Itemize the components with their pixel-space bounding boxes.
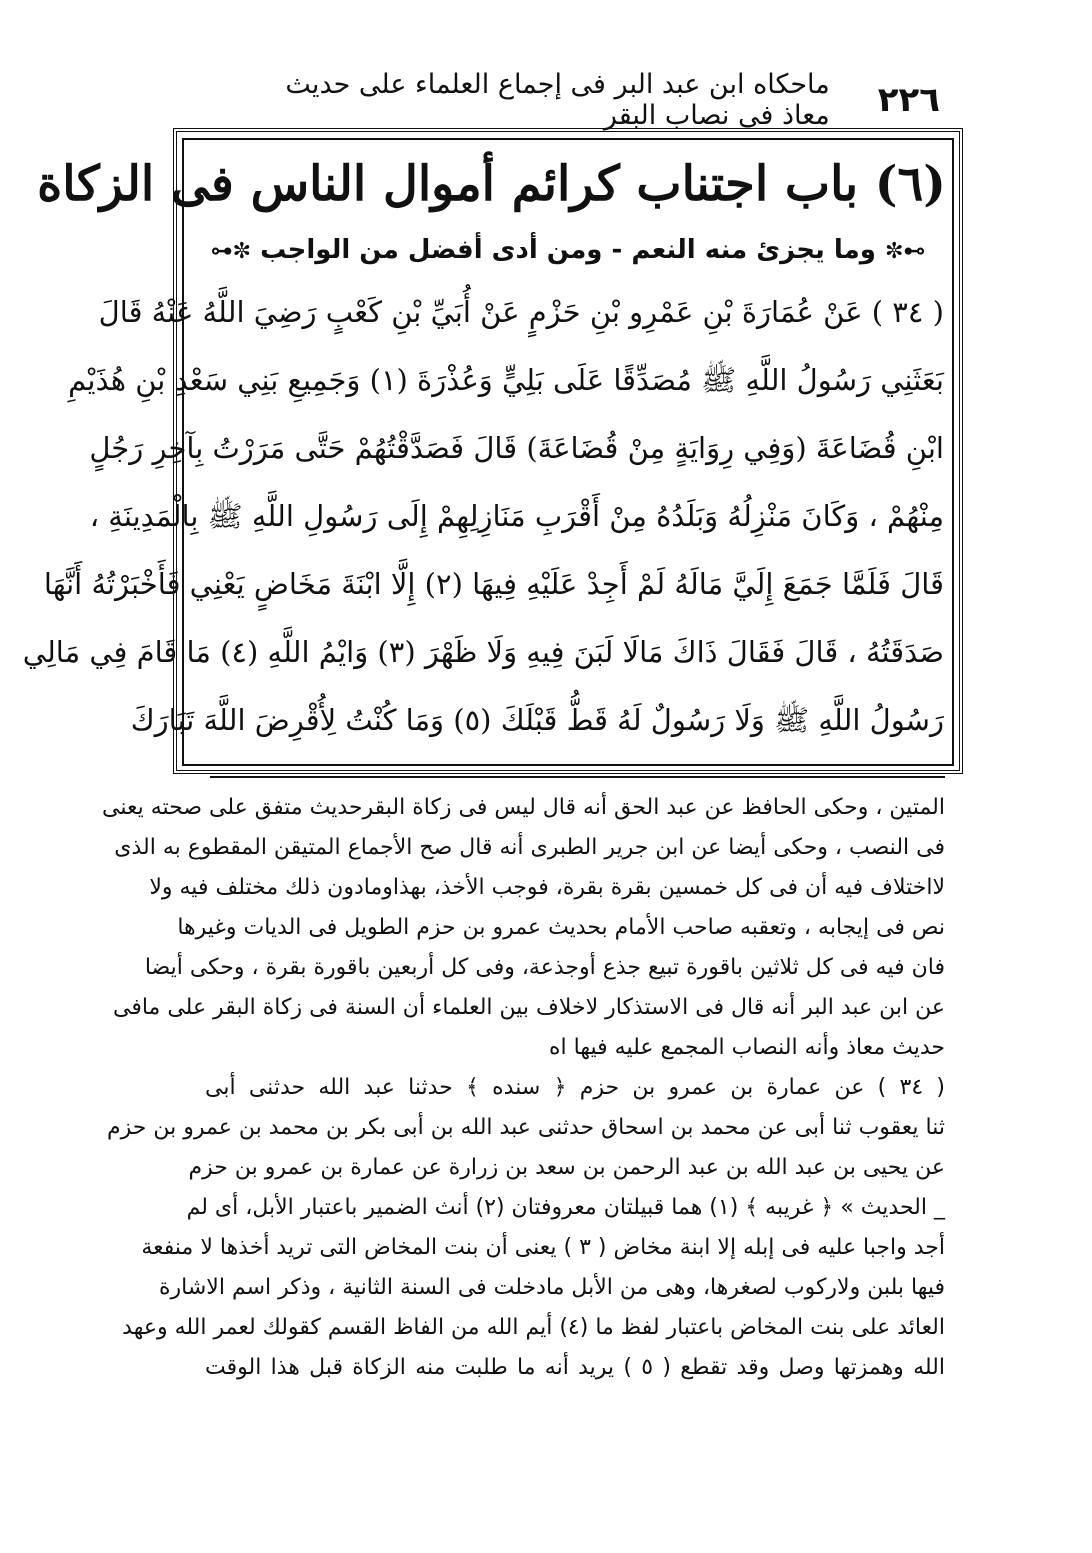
running-header <box>250 69 940 131</box>
commentary-line: فيها بلبن ولاركوب لصغرها، وهى من الأبل مادخلت فى السنة الثانية ، وذكر اسم الاشارة <box>159 1275 945 1300</box>
commentary-line: حديث معاذ وأنه النصاب المجمع عليه فيها اه <box>549 1035 945 1060</box>
commentary-line: ثنا يعقوب ثنا أبى عن محمد بن اسحاق حدثنى عبد الله بن أبى بكر بن محمد بن عمرو بن حزم <box>107 1115 945 1140</box>
chapter-subtitle: وما يجزئ منه النعم - ومن أدى أفضل من الواجب <box>260 235 876 265</box>
ornament-left-icon: ✼⊷ <box>210 239 252 264</box>
hadith-line: صَدَقَتُهُ ، قَالَ فَقَالَ ذَاكَ مَالَا لَبَنَ فِيهِ وَلَا ظَهْرَ (٣) وَايْمُ اللَّهِ (٤) مَا قَامَ فِي مَالِي <box>22 635 944 669</box>
commentary-line: _ الحديث » ﴿ غريبه ﴾ (١) هما قبيلتان معروفتان (٢) أنث الضمير باعتبار الأبل، أى لم <box>186 1195 945 1220</box>
hadith-line: بَعَثَنِي رَسُولُ اللَّهِ ﷺ مُصَدِّقًا عَلَى بَلِيٍّ وَعُذْرَةَ (١) وَجَمِيعِ بَنِي سَعْدِ بْنِ هُذَيْمِ <box>68 363 944 397</box>
commentary-line: عن ابن عبد البر أنه قال فى الاستذكار لاخلاف بين العلماء أن السنة فى زكاة البقر على مافى <box>112 995 945 1020</box>
hadith-line: مِنْهُمْ ، وَكَانَ مَنْزِلُهُ وَبَلَدُهُ مِنْ أَقْرَبِ مَنَازِلِهِمْ إِلَى رَسُولِ اللَّهِ ﷺ بِالْمَدِينَةِ ، <box>89 499 944 533</box>
commentary-line: فان فيه فى كل ثلاثين باقورة تبيع جذع أوجذعة، وفى كل أربعين باقورة بقرة ، وحكى أيضا <box>144 955 945 980</box>
hadith-line: ( ٣٤ ) عَنْ عُمَارَةَ بْنِ عَمْرِو بْنِ حَزْمٍ عَنْ أُبَيِّ بْنِ كَعْبٍ رَضِيَ اللَّهُ عَنْهُ قَالَ <box>98 295 944 329</box>
hadith-line: رَسُولُ اللَّهِ ﷺ وَلَا رَسُولٌ لَهُ قَطُّ قَبْلَكَ (٥) وَمَا كُنْتُ لِأُقْرِضَ اللَّهَ تَبَارَكَ <box>130 703 944 737</box>
commentary-line: لااختلاف فيه أن فى كل خمسين بقرة بقرة، فوجب الأخذ، بهذاومادون ذلك مختلف فيه ولا <box>149 875 945 900</box>
commentary-line: العائد على بنت المخاض باعتبار لفظ ما (٤) أيم الله من الفاظ القسم كقولك لعمر الله وعهد <box>122 1315 945 1340</box>
commentary-line: المتين ، وحكى الحافظ عن عبد الحق أنه قال ليس فى زكاة البقرحديث متفق على صحته يعنى <box>101 795 945 820</box>
page-number: ٢٢٦ <box>877 80 940 120</box>
commentary-line: فى النصب ، وحكى أيضا عن ابن جرير الطبرى أنه قال صح الأجماع المتيقن المقطوع به الذى <box>114 835 945 860</box>
commentary-line: أجد واجبا عليه فى إبله إلا ابنة مخاض ( ٣ ) يعنى أن بنت المخاض التى تريد أخذها لا منفعة <box>141 1235 945 1260</box>
hadith-text <box>22 278 944 754</box>
hadith-line: قَالَ فَلَمَّا جَمَعَ إِلَيَّ مَالَهُ لَمْ أَجِدْ عَلَيْهِ فِيهَا (٢) إِلَّا ابْنَةَ مَخَاضٍ يَعْنِي فَأَخْبَرْتُهُ أَنَّهَا <box>43 567 944 601</box>
chapter-subtitle-row <box>190 228 946 272</box>
hadith-line: ابْنِ قُضَاعَةَ (وَفِي رِوَايَةٍ مِنْ قُضَاعَةَ) قَالَ فَصَدَّقْتُهُمْ حَتَّى مَرَرْتُ بِآخِرِ رَجُلٍ <box>89 431 944 465</box>
commentary-line: عن يحيى بن عبد الله بن عبد الرحمن بن سعد بن زرارة عن عمارة بن عمرو بن حزم <box>188 1155 945 1180</box>
commentary-line: ( ٣٤ ) عن عمارة بن عمرو بن حزم ﴿ سنده ﴾ حدثنا عبد الله حدثنى أبى <box>205 1075 946 1100</box>
ornament-right-icon: ⊶✼ <box>884 239 926 264</box>
commentary-text <box>101 788 946 1508</box>
commentary-line: نص فى إيجابه ، وتعقبه صاحب الأمام بحديث عمرو بن حزم الطويل فى الديات وغيرها <box>177 915 945 940</box>
chapter-title: (٦) باب اجتناب كرائم أموال الناس فى الزكاة <box>37 156 946 212</box>
running-title: ماحكاه ابن عبد البر فى إجماع العلماء على حديث معاذ فى نصاب البقر <box>285 69 830 131</box>
footnote-divider <box>210 776 945 778</box>
commentary-line: الله وهمزتها وصل وقد تقطع ( ٥ ) يريد أنه ما طلبت منه الزكاة قبل هذا الوقت <box>205 1355 945 1380</box>
